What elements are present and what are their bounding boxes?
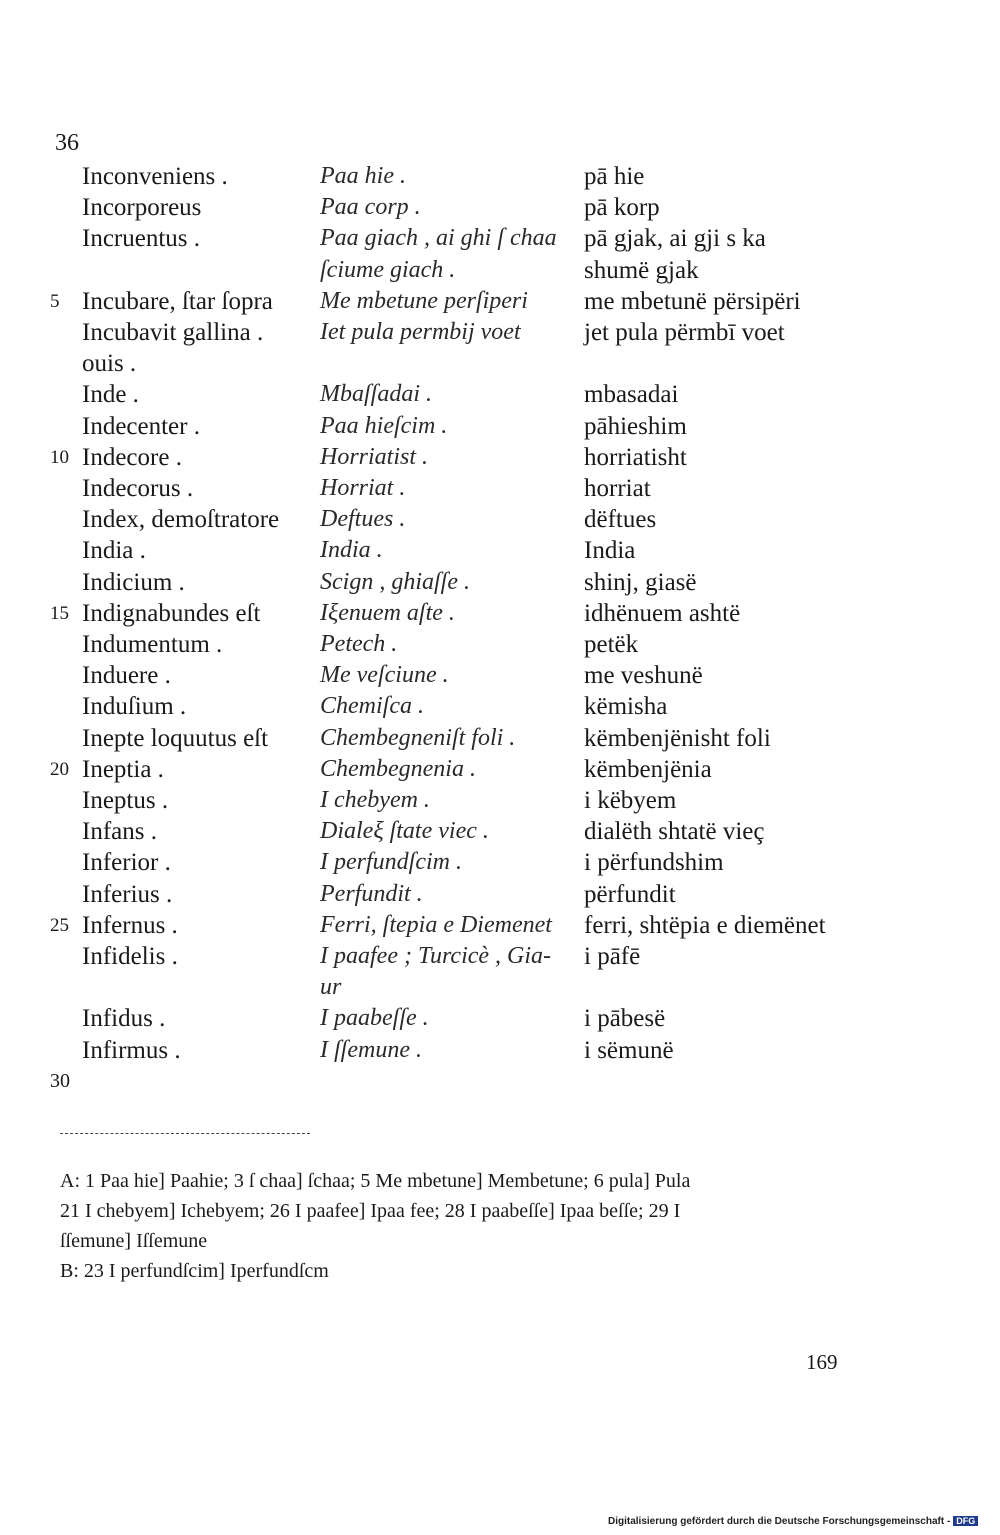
albanian-translation: mbasadai — [584, 381, 679, 409]
entry-row — [0, 442, 1000, 473]
albanian-translation: pā hie — [584, 163, 645, 190]
italian-gloss: Chemiſca . — [320, 693, 424, 720]
italian-gloss: Horriatist . — [320, 443, 429, 470]
albanian-translation: i pābesë — [584, 1005, 666, 1033]
latin-term: Indumentum . — [82, 631, 223, 658]
albanian-translation: shinj, giasë — [584, 568, 697, 596]
entry-row — [0, 629, 1000, 660]
entry-row — [0, 972, 1000, 1003]
footnote-separator — [60, 1133, 310, 1134]
albanian-translation: përfundit — [584, 880, 676, 908]
line-number-start: 36 — [55, 130, 79, 156]
italian-gloss: Perfundit . — [320, 880, 423, 907]
latin-term: Indignabundes eſt — [82, 599, 261, 627]
albanian-translation: i përfundshim — [584, 849, 724, 877]
digitization-credit — [608, 1516, 978, 1527]
italian-gloss: Deftues . — [320, 506, 406, 533]
italian-gloss: Paa corp . — [320, 194, 421, 221]
entry-row — [0, 379, 1000, 410]
albanian-translation: këmisha — [584, 693, 668, 721]
footnote-line: ſſemune] Iſſemune — [60, 1230, 208, 1252]
page-number: 169 — [806, 1350, 838, 1374]
latin-term: Inconveniens . — [82, 163, 228, 190]
italian-gloss: I ſſemune . — [320, 1036, 422, 1063]
line-number: 15 — [50, 602, 69, 624]
italian-gloss: I paabeſſe . — [320, 1005, 429, 1032]
albanian-translation: këmbenjënia — [584, 755, 712, 783]
latin-term: Incorporeus — [82, 194, 202, 222]
italian-gloss: Me veſciune . — [320, 662, 449, 689]
latin-term: Indecorus . — [82, 475, 194, 502]
latin-term: Incruentus . — [82, 225, 201, 253]
latin-term: Index, demoſtratore — [82, 506, 280, 534]
latin-term: Inferior . — [82, 849, 171, 877]
italian-gloss: Paa hieſcim . — [320, 412, 448, 439]
italian-gloss: Horriat . — [320, 475, 406, 501]
entry-row — [0, 255, 1000, 286]
albanian-translation: horriat — [584, 475, 651, 502]
entry-row — [0, 567, 1000, 598]
latin-term: Incubare, ſtar ſopra — [82, 287, 273, 315]
albanian-translation: ferri, shtëpia e diemënet — [584, 911, 826, 939]
italian-gloss: Chembegnenia . — [320, 755, 476, 782]
line-number: 5 — [50, 290, 60, 312]
italian-gloss: Iξenuem aſte . — [320, 599, 455, 626]
entry-row — [0, 223, 1000, 254]
latin-term: Inde . — [82, 381, 139, 409]
italian-gloss: Scign , ghiaſſe . — [320, 568, 470, 595]
italian-gloss: ſciume giach . — [320, 256, 456, 283]
entry-row — [0, 879, 1000, 910]
albanian-translation: këmbenjënisht foli — [584, 724, 771, 752]
entry-row — [0, 1003, 1000, 1034]
italian-gloss: India . — [320, 537, 383, 564]
italian-gloss: Ferri, ſtepia e Diemenet — [320, 911, 552, 938]
latin-term: Induere . — [82, 662, 171, 690]
latin-term: Infidelis . — [82, 943, 178, 970]
line-number: 25 — [50, 914, 69, 936]
latin-term: Ineptus . — [82, 787, 169, 814]
italian-gloss: Me mbetune perſiperi — [320, 287, 528, 314]
dfg-logo: DFG — [953, 1516, 978, 1526]
albanian-translation: horriatisht — [584, 443, 687, 471]
italian-gloss: Petech . — [320, 631, 398, 657]
latin-term: Infernus . — [82, 911, 178, 939]
italian-gloss: Chembegneniſt foli . — [320, 724, 516, 751]
entry-row — [0, 941, 1000, 972]
albanian-translation: pāhieshim — [584, 412, 687, 440]
albanian-translation: i këbyem — [584, 787, 677, 814]
entry-row — [0, 754, 1000, 785]
entry-row — [0, 785, 1000, 816]
line-number: 20 — [50, 758, 69, 780]
italian-gloss: Iet pula permbij voet — [320, 319, 521, 345]
entry-row — [0, 411, 1000, 442]
latin-term: Induſium . — [82, 693, 187, 721]
entry-row — [0, 660, 1000, 691]
footnote-line: 21 I chebyem] Ichebyem; 26 I paafee] Ipaa fee; 28 I paabeſſe] Ipaa beſſe; 29 I — [60, 1200, 681, 1222]
entry-row — [0, 723, 1000, 754]
latin-term: Indicium . — [82, 568, 185, 596]
italian-gloss: Paa hie . — [320, 163, 406, 189]
albanian-translation: i sëmunë — [584, 1036, 674, 1064]
entry-row — [0, 691, 1000, 722]
albanian-translation: India — [584, 537, 636, 565]
italian-gloss: I chebyem . — [320, 787, 430, 813]
entry-row — [0, 1035, 1000, 1066]
italian-gloss: Dialeξ ſtate viec . — [320, 818, 489, 845]
entry-row — [0, 286, 1000, 317]
latin-term: Indecore . — [82, 443, 182, 471]
latin-term: Indecenter . — [82, 412, 200, 440]
latin-term: Inepte loquutus eſt — [82, 724, 269, 752]
albanian-translation: shumë gjak — [584, 256, 699, 284]
latin-term: India . — [82, 537, 146, 565]
italian-gloss: Mbaſſadai . — [320, 381, 432, 408]
albanian-translation: petëk — [584, 631, 639, 658]
albanian-translation: me mbetunë përsipëri — [584, 287, 801, 315]
italian-gloss: Paa giach , ai ghi ſ chaa — [320, 225, 557, 252]
latin-term: Infirmus . — [82, 1036, 181, 1064]
entry-row — [0, 598, 1000, 629]
entry-row — [0, 192, 1000, 223]
credit-text: Digitalisierung gefördert durch die Deutsche Forschungsgemeinschaft - — [608, 1516, 951, 1527]
italian-gloss: I perfundſcim . — [320, 849, 462, 876]
albanian-translation: dialëth shtatë vieç — [584, 818, 765, 846]
entry-row — [0, 504, 1000, 535]
italian-gloss: ur — [320, 974, 342, 1001]
entry-row — [0, 317, 1000, 348]
line-number: 10 — [50, 446, 69, 468]
footnote-line: A: 1 Paa hie] Paahie; 3 ſ chaa] ſchaa; 5 Me mbetune] Membetune; 6 pula] Pula — [60, 1170, 691, 1192]
entry-row — [0, 816, 1000, 847]
albanian-translation: i pāfē — [584, 943, 641, 970]
latin-term: Infans . — [82, 818, 157, 846]
entry-row — [0, 535, 1000, 566]
entry-row — [0, 910, 1000, 941]
entry-row — [0, 161, 1000, 192]
albanian-translation: dëftues — [584, 506, 657, 534]
latin-term: Ineptia . — [82, 755, 164, 783]
entry-row — [0, 348, 1000, 379]
albanian-translation: jet pula përmbī voet — [584, 319, 785, 346]
albanian-translation: pā gjak, ai gji s ka — [584, 225, 766, 253]
latin-term: Infidus . — [82, 1005, 166, 1033]
latin-term: ouis . — [82, 350, 137, 378]
albanian-translation: me veshunë — [584, 662, 703, 690]
footnote-line: B: 23 I perfundſcim] Iperfundſcm — [60, 1260, 329, 1282]
line-number-end: 30 — [50, 1070, 70, 1092]
albanian-translation: idhënuem ashtë — [584, 599, 741, 627]
entry-row — [0, 847, 1000, 878]
italian-gloss: I paafee ; Turcicè , Gia- — [320, 943, 552, 969]
latin-term: Inferius . — [82, 880, 173, 908]
albanian-translation: pā korp — [584, 194, 660, 222]
latin-term: Incubavit gallina . — [82, 319, 264, 346]
entry-row — [0, 473, 1000, 504]
